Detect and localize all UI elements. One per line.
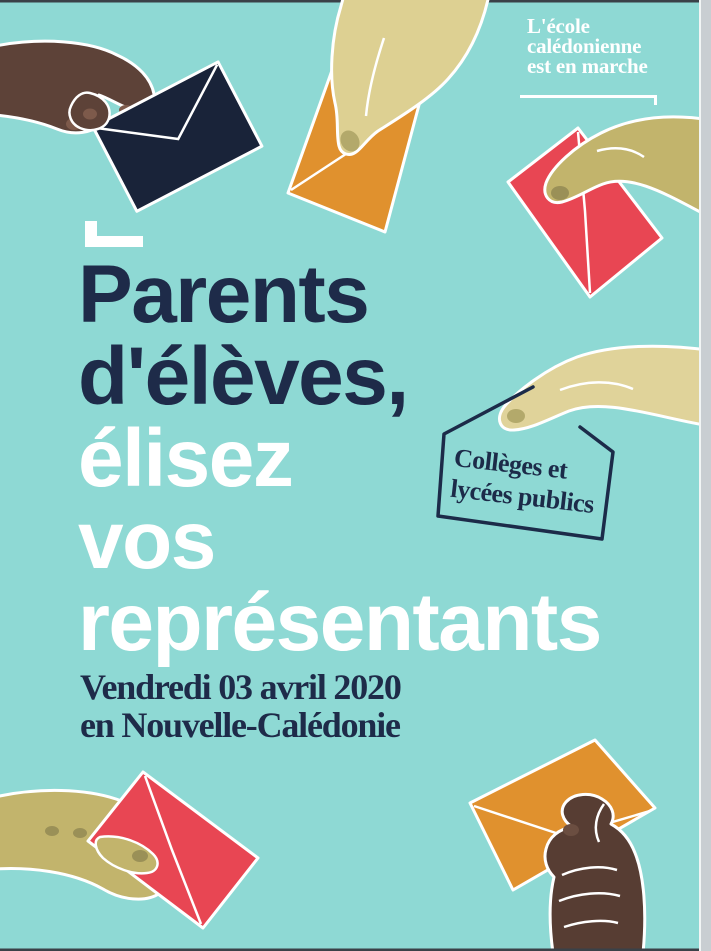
title-line: d'élèves, — [78, 331, 408, 422]
date-line: Vendredi 03 avril 2020 — [80, 667, 401, 707]
brand-tagline — [527, 16, 648, 76]
olive-hand-red-envelope-bottom-illustration — [0, 772, 258, 928]
dark-hand-navy-envelope-illustration — [0, 41, 262, 211]
date-line: en Nouvelle-Calédonie — [80, 705, 400, 745]
dark-hand-orange-envelope-illustration — [470, 740, 655, 951]
badge-line: lycées publics — [449, 473, 596, 519]
light-hand-orange-envelope-illustration — [288, 0, 489, 232]
brand-line: calédonienne — [527, 34, 642, 58]
brand-line: est en marche — [527, 54, 648, 78]
title-line: Parents — [78, 249, 369, 340]
title-line: vos — [78, 495, 215, 586]
badge-line: Collèges et — [452, 442, 569, 485]
title-line: élisez — [78, 413, 293, 504]
election-date — [80, 668, 401, 744]
brand-line: L'école — [527, 14, 590, 38]
right-margin-strip — [701, 0, 711, 951]
title-corner-bracket — [85, 221, 143, 247]
title-line: représentants — [78, 577, 601, 668]
brand-underline — [520, 95, 657, 98]
brand-underline-tick — [654, 95, 657, 105]
